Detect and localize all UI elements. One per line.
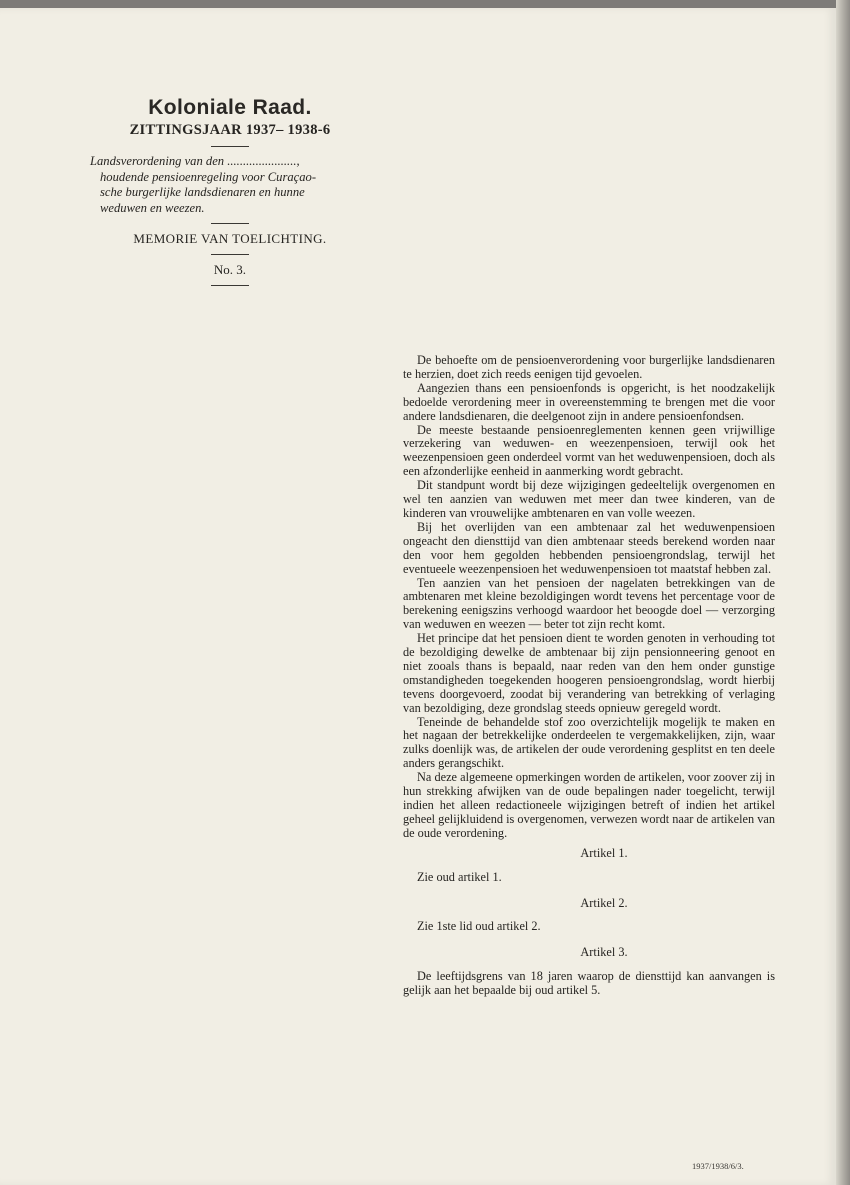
subject-line: Landsverordening van den ......................, [90,154,300,168]
article-text: Zie oud artikel 1. [417,869,502,884]
header-divider [211,254,249,255]
archive-code: 1937/1938/6/3. [692,1161,744,1171]
paragraph: Ten aanzien van het pensioen der nagelaten betrekkingen van de ambtenaren met kleine bezoldigingen wordt tevens het percentage voor de berekening eenigszins verhoogd waardoor het beoogde doel — verzorging van weduwen en weezen — beter tot zijn recht komt. [403,575,775,632]
header-divider [211,146,249,147]
article-heading: Artikel 3. [580,945,628,960]
article-text: De leeftijdsgrens van 18 jaren waarop de diensttijd kan aanvangen is gelijk aan het bepaalde bij oud artikel 5. [403,969,775,998]
subject-line: weduwen en weezen. [100,200,205,215]
explanatory-memorandum-text [403,354,775,1010]
article-heading: Artikel 1. [580,845,628,860]
scan-top-strip [0,0,850,8]
paragraph: De meeste bestaande pensioenreglementen kennen geen vrijwillige verzekering van weduwen- en weezenpensioen, terwijl ook het weezenpensioen geen onderdeel vormt van het weduwenpensioen, doch als een afzonderlijke eenheid in aanmerking wordt gebracht. [403,422,775,479]
subject-line: houdende pensioenregeling voor Curaçao- [100,169,317,184]
paragraph: Teneinde de behandelde stof zoo overzichtelijk mogelijk te maken en het nagaan der betrekkelijke onderdeelen te vergemakkelijken, zijn, waar zulks doenlijk was, de artikelen der oude verordening gesplitst en ten deele anders gerangschikt. [403,714,775,771]
subject-line: sche burgerlijke landsdienaren en hunne [100,185,305,199]
ordinance-subject [82,154,378,216]
council-title: Koloniale Raad. [148,96,312,119]
page-edge-shadow [836,0,850,1185]
memo-title: MEMORIE VAN TOELICHTING. [133,231,327,246]
paragraph: Dit standpunt wordt bij deze wijzigingen gedeeltelijk overgenomen en wel ten aanzien van weduwen met meer dan twee kinderen, van de kinderen van vrouwelijke ambtenaren en van volle weezen. [403,478,775,520]
paragraph: Na deze algemeene opmerkingen worden de artikelen, voor zoover zij in hun strekking afwijken van de oude bepalingen nader toegelicht, terwijl indien het alleen redactioneele wijzigingen betreft of indien het artikel geheel gelijkluidend is overgenomen, verwezen wordt naar de artikelen van de oude verordening. [403,770,775,840]
paragraph: Bij het overlijden van een ambtenaar zal het weduwenpensioen ongeacht den diensttijd van dien ambtenaar steeds berekend worden naar den voor hem gegolden hebbenden pensioengrondslag, terwijl het eventueele weezenpensioen het weduwenpensioen tot maatstaf hebben zal. [403,519,775,576]
header-divider [211,223,249,224]
session-year: ZITTINGSJAAR 1937– 1938-6 [129,122,331,138]
document-header [82,96,378,293]
article-text: Zie 1ste lid oud artikel 2. [417,919,541,934]
article-heading: Artikel 2. [580,895,628,910]
paragraph: De behoefte om de pensioenverordening voor burgerlijke landsdienaren te herzien, doet zich reeds eenigen tijd gevoelen. [403,353,775,381]
header-divider [211,285,249,286]
document-page [0,8,836,1185]
paragraph: Aangezien thans een pensioenfonds is opgericht, is het noodzakelijk bedoelde verordening meer in overeenstemming te brengen met die voor andere landsdienaren, die deelgenoot zijn in andere pensioenfondsen. [403,380,775,423]
paragraph: Het principe dat het pensioen dient te worden genoten in verhouding tot de bezoldiging dewelke de ambtenaar bij zijn pensionneering genoot en niet zooals thans is bepaald, naar reden van den hem onder gunstige omstandigheden toegekenden hoogeren pensioengrondslag, wordt hierbij tevens doorgevoerd, zoodat bij verandering van betrekking of verlaging van bezoldiging, deze grondslag steeds opnieuw geregeld wordt. [403,631,775,715]
document-number: No. 3. [213,262,247,277]
